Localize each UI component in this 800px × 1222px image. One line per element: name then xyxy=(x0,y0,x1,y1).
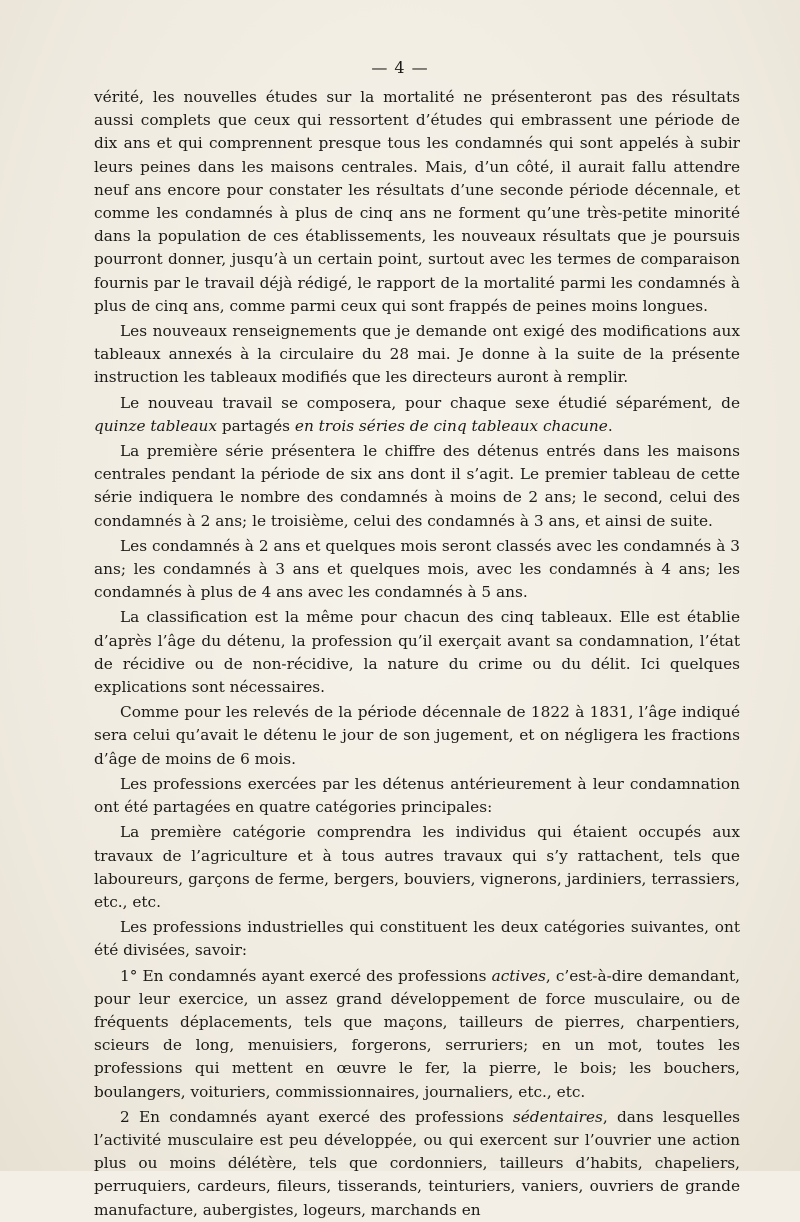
paragraph xyxy=(94,440,740,533)
text-run: Les professions industrielles qui constituent les deux catégories suivantes, ont été divisées, savoir: xyxy=(94,918,740,960)
paragraph xyxy=(94,392,740,438)
italic-text: en trois séries de cinq tableaux chacune xyxy=(294,416,608,435)
text-run: vérité, les nouvelles études sur la mortalité ne présenteront pas des résultats aussi complets que ceux qui ressortent d’études qui embrassent une période de dix ans et qui comprennent presque tous les condamnés qui sont appelés à subir leurs peines dans les maisons centrales. Mais, d’un côté, il aurait fallu attendre neuf ans encore pour constater les résultats d’une seconde période décennale, et comme les condamnés à plus de cinq ans ne forment qu’une très-petite minorité dans la population de ces établissements, les nouveaux résultats que je poursuis pourront donner, jusqu’à un certain point, surtout avec les termes de comparaison fournis par le travail déjà rédigé, le rapport de la mortalité parmi les condamnés à plus de cinq ans, comme parmi ceux qui sont frappés de peines moins longues. xyxy=(94,88,740,315)
text-run: 1° En condamnés ayant exercé des professions xyxy=(120,966,492,985)
text-run: . xyxy=(607,416,613,435)
paragraph xyxy=(94,965,740,1104)
italic-text: sédentaires xyxy=(512,1107,603,1126)
paragraph xyxy=(94,916,740,962)
text-run: partagés xyxy=(216,416,295,435)
paragraph xyxy=(94,320,740,390)
text-run: La première série présentera le chiffre des détenus entrés dans les maisons centrales pendant la période de six ans dont il s’agit. Le premier tableau de cette série indiquera le nombre des condamnés à moins de 2 ans; le second, celui des condamnés à 2 ans; le troisième, celui des condamnés à 3 ans, et ainsi de suite. xyxy=(94,442,740,530)
text-run: Les nouveaux renseignements que je demande ont exigé des modifications aux tableaux annexés à la circulaire du 28 mai. Je donne à la suite de la présente instruction les tableaux modifiés que les directeurs auront à remplir. xyxy=(94,322,740,387)
text-run: La classification est la même pour chacun des cinq tableaux. Elle est établie d’après l’âge du détenu, la profession qu’il exerçait avant sa condamnation, l’état de récidive ou de non-récidive, la nature du crime ou du délit. Ici quelques explications sont nécessaires. xyxy=(94,608,740,697)
text-run: La première catégorie comprendra les individus qui étaient occupés aux travaux de l’agriculture et à tous autres travaux qui s’y rattachent, tels que laboureurs, garçons de ferme, bergers, bouviers, vignerons, jardiniers, terrassiers, etc., etc. xyxy=(94,823,740,911)
italic-text: quinze tableaux xyxy=(94,416,217,435)
paragraph xyxy=(94,821,740,914)
text-run: Le nouveau travail se composera, pour chaque sexe étudié séparément, de xyxy=(120,393,740,412)
paragraph xyxy=(94,535,740,605)
text-run: 2 En condamnés ayant exercé des professions xyxy=(120,1107,513,1126)
text-run: Comme pour les relevés de la période décennale de 1822 à 1831, l’âge indiqué sera celui qu’avait le détenu le jour de son jugement, et on négligera les fractions d’âge de moins de 6 mois. xyxy=(94,703,740,768)
text-run: Les professions exercées par les détenus antérieurement à leur condamnation ont été partagées en quatre catégories principales: xyxy=(94,774,740,817)
text-run: , dans lesquelles l’activité musculaire est peu développée, ou qui exercent sur l’ouvrier une action plus ou moins délétère, tels que cordonniers, tailleurs d’habits, chapeliers, perruquiers, cardeurs, fileurs, tisserands, teinturiers, vaniers, ouvriers de grande manufacture, aubergistes, logeurs, marchands en xyxy=(94,1107,740,1219)
text-run: , c’est-à-dire demandant, pour leur exercice, un assez grand développement de force musculaire, ou de fréquents déplacements, tels que maçons, tailleurs de pierres, charpentiers, scieurs de long, menuisiers, forgerons, serruriers; en un mot, toutes les professions qui mettent en œuvre le fer, la pierre, le bois; les bouchers, boulangers, voituriers, commissionnaires, journaliers, etc., etc. xyxy=(94,966,740,1101)
paragraph xyxy=(94,773,740,819)
body-text xyxy=(94,86,740,1222)
paragraph xyxy=(94,1106,740,1222)
page-number: — 4 — xyxy=(371,58,429,77)
paragraph xyxy=(94,86,740,318)
paragraph xyxy=(94,606,740,699)
text-run: Les condamnés à 2 ans et quelques mois seront classés avec les condamnés à 3 ans; les condamnés à 3 ans et quelques mois, avec les condamnés à 4 ans; les condamnés à plus de 4 ans avec les condamnés à 5 ans. xyxy=(94,536,740,602)
italic-text: actives xyxy=(491,966,546,985)
paragraph xyxy=(94,701,740,771)
